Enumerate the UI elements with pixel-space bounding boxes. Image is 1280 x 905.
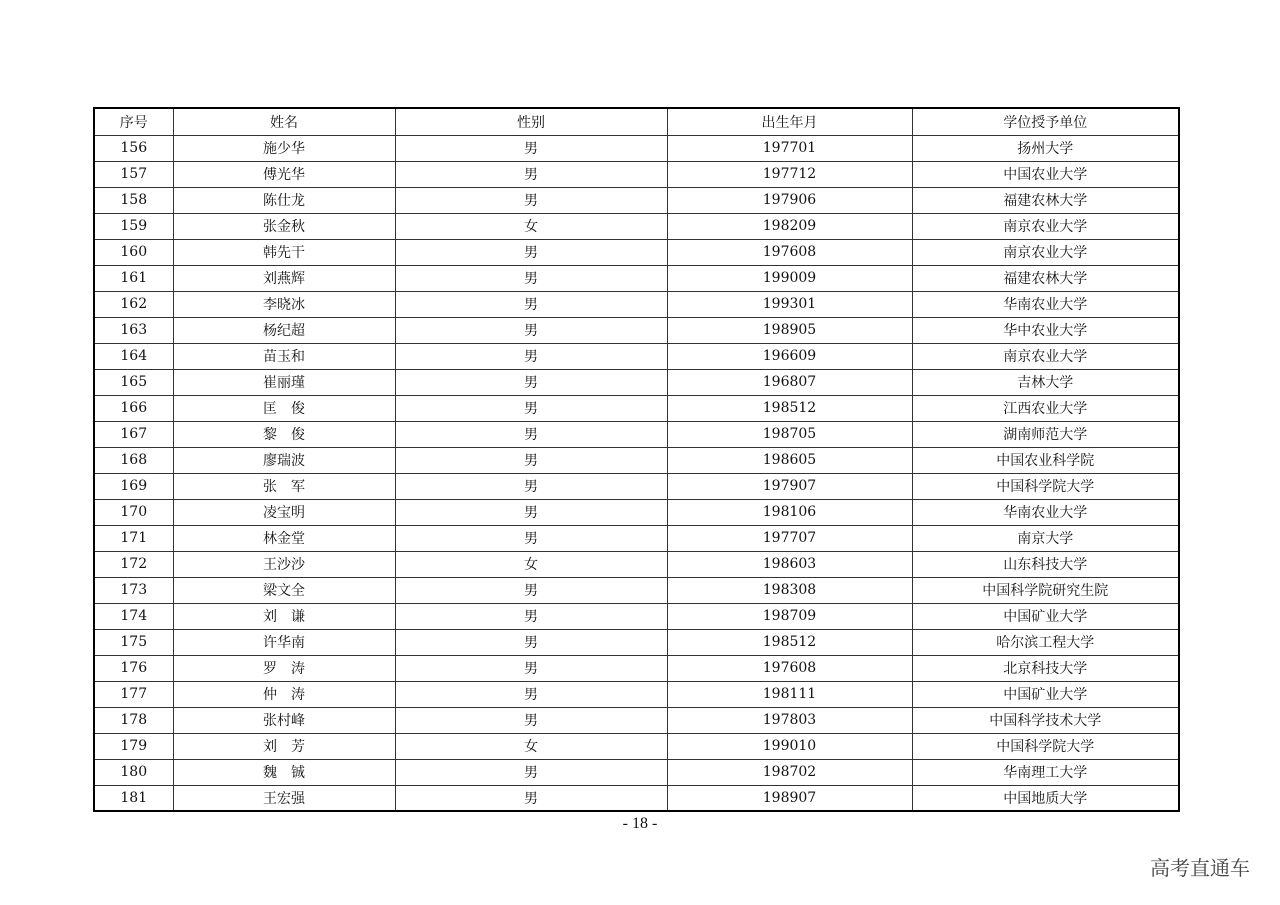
table-row <box>94 213 1179 239</box>
cell-gender: 女 <box>395 733 667 759</box>
cell-gender: 男 <box>395 785 667 811</box>
cell-institution: 吉林大学 <box>912 369 1179 395</box>
table-row <box>94 395 1179 421</box>
cell-name: 崔丽瑾 <box>173 369 395 395</box>
cell-gender: 男 <box>395 291 667 317</box>
cell-name: 匡 俊 <box>173 395 395 421</box>
cell-gender: 男 <box>395 317 667 343</box>
cell-birth: 196807 <box>667 369 912 395</box>
cell-institution: 南京大学 <box>912 525 1179 551</box>
cell-index: 160 <box>94 239 173 265</box>
cell-name: 刘 芳 <box>173 733 395 759</box>
table-row <box>94 499 1179 525</box>
cell-index: 165 <box>94 369 173 395</box>
header-name: 姓名 <box>173 108 395 135</box>
cell-birth: 198605 <box>667 447 912 473</box>
cell-index: 166 <box>94 395 173 421</box>
cell-birth: 197803 <box>667 707 912 733</box>
table-row <box>94 447 1179 473</box>
cell-birth: 198512 <box>667 629 912 655</box>
cell-birth: 198209 <box>667 213 912 239</box>
cell-birth: 199009 <box>667 265 912 291</box>
cell-name: 王沙沙 <box>173 551 395 577</box>
header-index: 序号 <box>94 108 173 135</box>
cell-index: 173 <box>94 577 173 603</box>
table-row <box>94 655 1179 681</box>
cell-institution: 华南理工大学 <box>912 759 1179 785</box>
table-row <box>94 759 1179 785</box>
cell-birth: 197707 <box>667 525 912 551</box>
cell-name: 廖瑞波 <box>173 447 395 473</box>
cell-gender: 男 <box>395 395 667 421</box>
cell-institution: 中国科学院大学 <box>912 473 1179 499</box>
cell-institution: 华南农业大学 <box>912 499 1179 525</box>
cell-institution: 南京农业大学 <box>912 239 1179 265</box>
cell-name: 刘燕辉 <box>173 265 395 291</box>
cell-index: 181 <box>94 785 173 811</box>
cell-index: 178 <box>94 707 173 733</box>
cell-birth: 197701 <box>667 135 912 161</box>
cell-gender: 男 <box>395 161 667 187</box>
cell-birth: 198705 <box>667 421 912 447</box>
cell-gender: 男 <box>395 447 667 473</box>
cell-institution: 中国农业科学院 <box>912 447 1179 473</box>
cell-index: 170 <box>94 499 173 525</box>
cell-name: 张村峰 <box>173 707 395 733</box>
cell-gender: 男 <box>395 369 667 395</box>
cell-name: 许华南 <box>173 629 395 655</box>
cell-institution: 中国科学院大学 <box>912 733 1179 759</box>
cell-birth: 198702 <box>667 759 912 785</box>
cell-gender: 男 <box>395 421 667 447</box>
cell-birth: 199301 <box>667 291 912 317</box>
cell-gender: 男 <box>395 135 667 161</box>
cell-index: 162 <box>94 291 173 317</box>
cell-gender: 男 <box>395 499 667 525</box>
cell-birth: 198603 <box>667 551 912 577</box>
cell-institution: 北京科技大学 <box>912 655 1179 681</box>
header-row <box>94 108 1179 135</box>
cell-birth: 198512 <box>667 395 912 421</box>
table-row <box>94 681 1179 707</box>
cell-name: 王宏强 <box>173 785 395 811</box>
cell-index: 159 <box>94 213 173 239</box>
cell-gender: 男 <box>395 343 667 369</box>
watermark: 高考直通车 <box>1150 856 1250 880</box>
table-row <box>94 369 1179 395</box>
cell-institution: 湖南师范大学 <box>912 421 1179 447</box>
cell-birth: 198111 <box>667 681 912 707</box>
cell-institution: 哈尔滨工程大学 <box>912 629 1179 655</box>
cell-birth: 197906 <box>667 187 912 213</box>
cell-index: 171 <box>94 525 173 551</box>
table-header <box>94 108 1179 135</box>
cell-index: 156 <box>94 135 173 161</box>
cell-institution: 扬州大学 <box>912 135 1179 161</box>
cell-gender: 男 <box>395 187 667 213</box>
cell-name: 刘 谦 <box>173 603 395 629</box>
cell-gender: 男 <box>395 629 667 655</box>
cell-index: 158 <box>94 187 173 213</box>
cell-name: 杨纪超 <box>173 317 395 343</box>
table-row <box>94 317 1179 343</box>
table-row <box>94 707 1179 733</box>
cell-name: 韩先干 <box>173 239 395 265</box>
header-gender: 性别 <box>395 108 667 135</box>
header-birth: 出生年月 <box>667 108 912 135</box>
cell-institution: 江西农业大学 <box>912 395 1179 421</box>
cell-name: 李晓冰 <box>173 291 395 317</box>
cell-index: 175 <box>94 629 173 655</box>
cell-index: 164 <box>94 343 173 369</box>
cell-institution: 山东科技大学 <box>912 551 1179 577</box>
table-row <box>94 343 1179 369</box>
cell-gender: 男 <box>395 473 667 499</box>
cell-birth: 197712 <box>667 161 912 187</box>
cell-gender: 男 <box>395 265 667 291</box>
table-row <box>94 291 1179 317</box>
cell-name: 张 军 <box>173 473 395 499</box>
cell-birth: 197608 <box>667 239 912 265</box>
cell-institution: 福建农林大学 <box>912 187 1179 213</box>
cell-birth: 198907 <box>667 785 912 811</box>
cell-name: 凌宝明 <box>173 499 395 525</box>
cell-institution: 中国科学院研究生院 <box>912 577 1179 603</box>
cell-index: 168 <box>94 447 173 473</box>
cell-institution: 中国地质大学 <box>912 785 1179 811</box>
cell-name: 梁文全 <box>173 577 395 603</box>
table-row <box>94 265 1179 291</box>
cell-institution: 中国矿业大学 <box>912 603 1179 629</box>
cell-index: 167 <box>94 421 173 447</box>
cell-name: 施少华 <box>173 135 395 161</box>
cell-name: 傅光华 <box>173 161 395 187</box>
cell-index: 163 <box>94 317 173 343</box>
cell-gender: 女 <box>395 551 667 577</box>
cell-institution: 南京农业大学 <box>912 343 1179 369</box>
cell-birth: 197907 <box>667 473 912 499</box>
table-row <box>94 551 1179 577</box>
cell-birth: 198709 <box>667 603 912 629</box>
cell-index: 176 <box>94 655 173 681</box>
cell-gender: 男 <box>395 239 667 265</box>
cell-institution: 南京农业大学 <box>912 213 1179 239</box>
cell-index: 180 <box>94 759 173 785</box>
roster-table <box>93 107 1180 812</box>
cell-birth: 198106 <box>667 499 912 525</box>
cell-index: 157 <box>94 161 173 187</box>
table-row <box>94 239 1179 265</box>
cell-institution: 中国科学技术大学 <box>912 707 1179 733</box>
cell-name: 苗玉和 <box>173 343 395 369</box>
cell-index: 179 <box>94 733 173 759</box>
cell-institution: 华南农业大学 <box>912 291 1179 317</box>
table-row <box>94 629 1179 655</box>
cell-index: 174 <box>94 603 173 629</box>
cell-index: 172 <box>94 551 173 577</box>
table-row <box>94 525 1179 551</box>
cell-gender: 男 <box>395 603 667 629</box>
cell-birth: 198905 <box>667 317 912 343</box>
cell-name: 仲 涛 <box>173 681 395 707</box>
cell-name: 林金堂 <box>173 525 395 551</box>
cell-institution: 中国矿业大学 <box>912 681 1179 707</box>
cell-name: 黎 俊 <box>173 421 395 447</box>
table-row <box>94 421 1179 447</box>
cell-gender: 男 <box>395 681 667 707</box>
cell-birth: 197608 <box>667 655 912 681</box>
table-row <box>94 135 1179 161</box>
table-row <box>94 577 1179 603</box>
table-row <box>94 785 1179 811</box>
header-institution: 学位授予单位 <box>912 108 1179 135</box>
cell-institution: 福建农林大学 <box>912 265 1179 291</box>
cell-name: 张金秋 <box>173 213 395 239</box>
cell-birth: 198308 <box>667 577 912 603</box>
cell-institution: 华中农业大学 <box>912 317 1179 343</box>
cell-name: 罗 涛 <box>173 655 395 681</box>
cell-index: 169 <box>94 473 173 499</box>
cell-birth: 199010 <box>667 733 912 759</box>
cell-index: 177 <box>94 681 173 707</box>
table-row <box>94 603 1179 629</box>
cell-index: 161 <box>94 265 173 291</box>
cell-gender: 男 <box>395 655 667 681</box>
cell-gender: 男 <box>395 577 667 603</box>
cell-institution: 中国农业大学 <box>912 161 1179 187</box>
page-number: - 18 - <box>622 815 658 832</box>
cell-name: 魏 铖 <box>173 759 395 785</box>
cell-birth: 196609 <box>667 343 912 369</box>
table-row <box>94 473 1179 499</box>
table-row <box>94 733 1179 759</box>
cell-gender: 男 <box>395 707 667 733</box>
table-body <box>94 135 1179 811</box>
table-row <box>94 161 1179 187</box>
table-row <box>94 187 1179 213</box>
cell-gender: 女 <box>395 213 667 239</box>
cell-gender: 男 <box>395 759 667 785</box>
cell-gender: 男 <box>395 525 667 551</box>
cell-name: 陈仕龙 <box>173 187 395 213</box>
